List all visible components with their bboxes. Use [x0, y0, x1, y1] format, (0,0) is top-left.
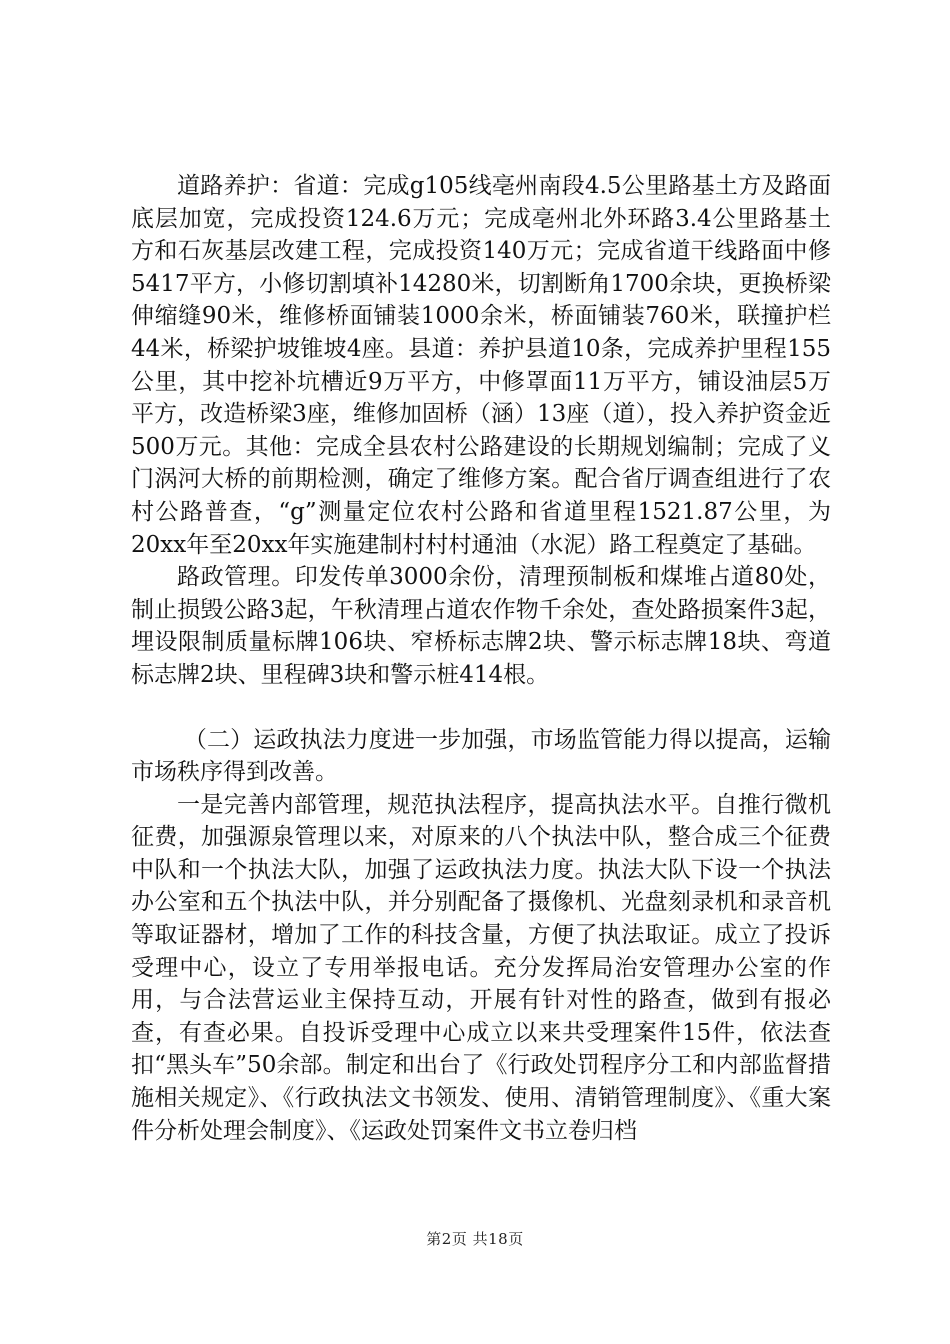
page-number-footer: 第2页 共18页 [426, 1230, 524, 1248]
document-body [131, 170, 831, 1147]
section-heading-2: （二）运政执法力度进一步加强，市场监管能力得以提高，运输市场秩序得到改善。 [131, 726, 831, 786]
paragraph-road-maintenance: 道路养护：省道：完成g105线亳州南段4.5公里路基土方及路面底层加宽，完成投资124.6万元；完成亳州北外环路3.4公里路基土方和石灰基层改建工程，完成投资140万元；完成省道干线路面中修5417平方，小修切割填补14280米，切割断角1700余块，更换桥梁伸缩缝90米，维修桥面铺装1000余米，桥面铺装760米，联撞护栏44米，桥梁护坡锥坡4座。县道：养护县道10条，完成养护里程155公里，其中挖补坑槽近9万平方，中修罩面11万平方，铺设油层5万平方，改造桥梁3座，维修加固桥（涵）13座（道），投入养护资金近500万元。其他：完成全县农村公路建设的长期规划编制；完成了义门涡河大桥的前期检测，确定了维修方案。配合省厅调查组进行了农村公路普查，“g”测量定位农村公路和省道里程1521.87公里，为20xx年至20xx年实施建制村村村通油（水泥）路工程奠定了基础。 [131, 173, 831, 558]
paragraph-internal-management: 一是完善内部管理，规范执法程序，提高执法水平。自推行微机征费，加强源泉管理以来，对原来的八个执法中队，整合成三个征费中队和一个执法大队，加强了运政执法力度。执法大队下设一个执法办公室和五个执法中队，并分别配备了摄像机、光盘刻录机和录音机等取证器材，增加了工作的科技含量，方便了执法取证。成立了投诉受理中心，设立了专用举报电话。充分发挥局治安管理办公室的作用，与合法营运业主保持互动，开展有针对性的路查，做到有报必查，有查必果。自投诉受理中心成立以来共受理案件15件，依法查扣“黑头车”50余部。制定和出台了《行政处罚程序分工和内部监督措施相关规定》、《行政执法文书领发、使用、清销管理制度》、《重大案件分析处理会制度》、《运政处罚案件文书立卷归档 [131, 791, 831, 1144]
paragraph-road-administration: 路政管理。印发传单3000余份，清理预制板和煤堆占道80处，制止损毁公路3起，午秋清理占道农作物千余处，查处路损案件3起，埋设限制质量标牌106块、窄桥标志牌2块、警示标志牌18块、弯道标志牌2块、里程碑3块和警示桩414根。 [131, 564, 831, 688]
paragraph-gap [131, 692, 831, 724]
